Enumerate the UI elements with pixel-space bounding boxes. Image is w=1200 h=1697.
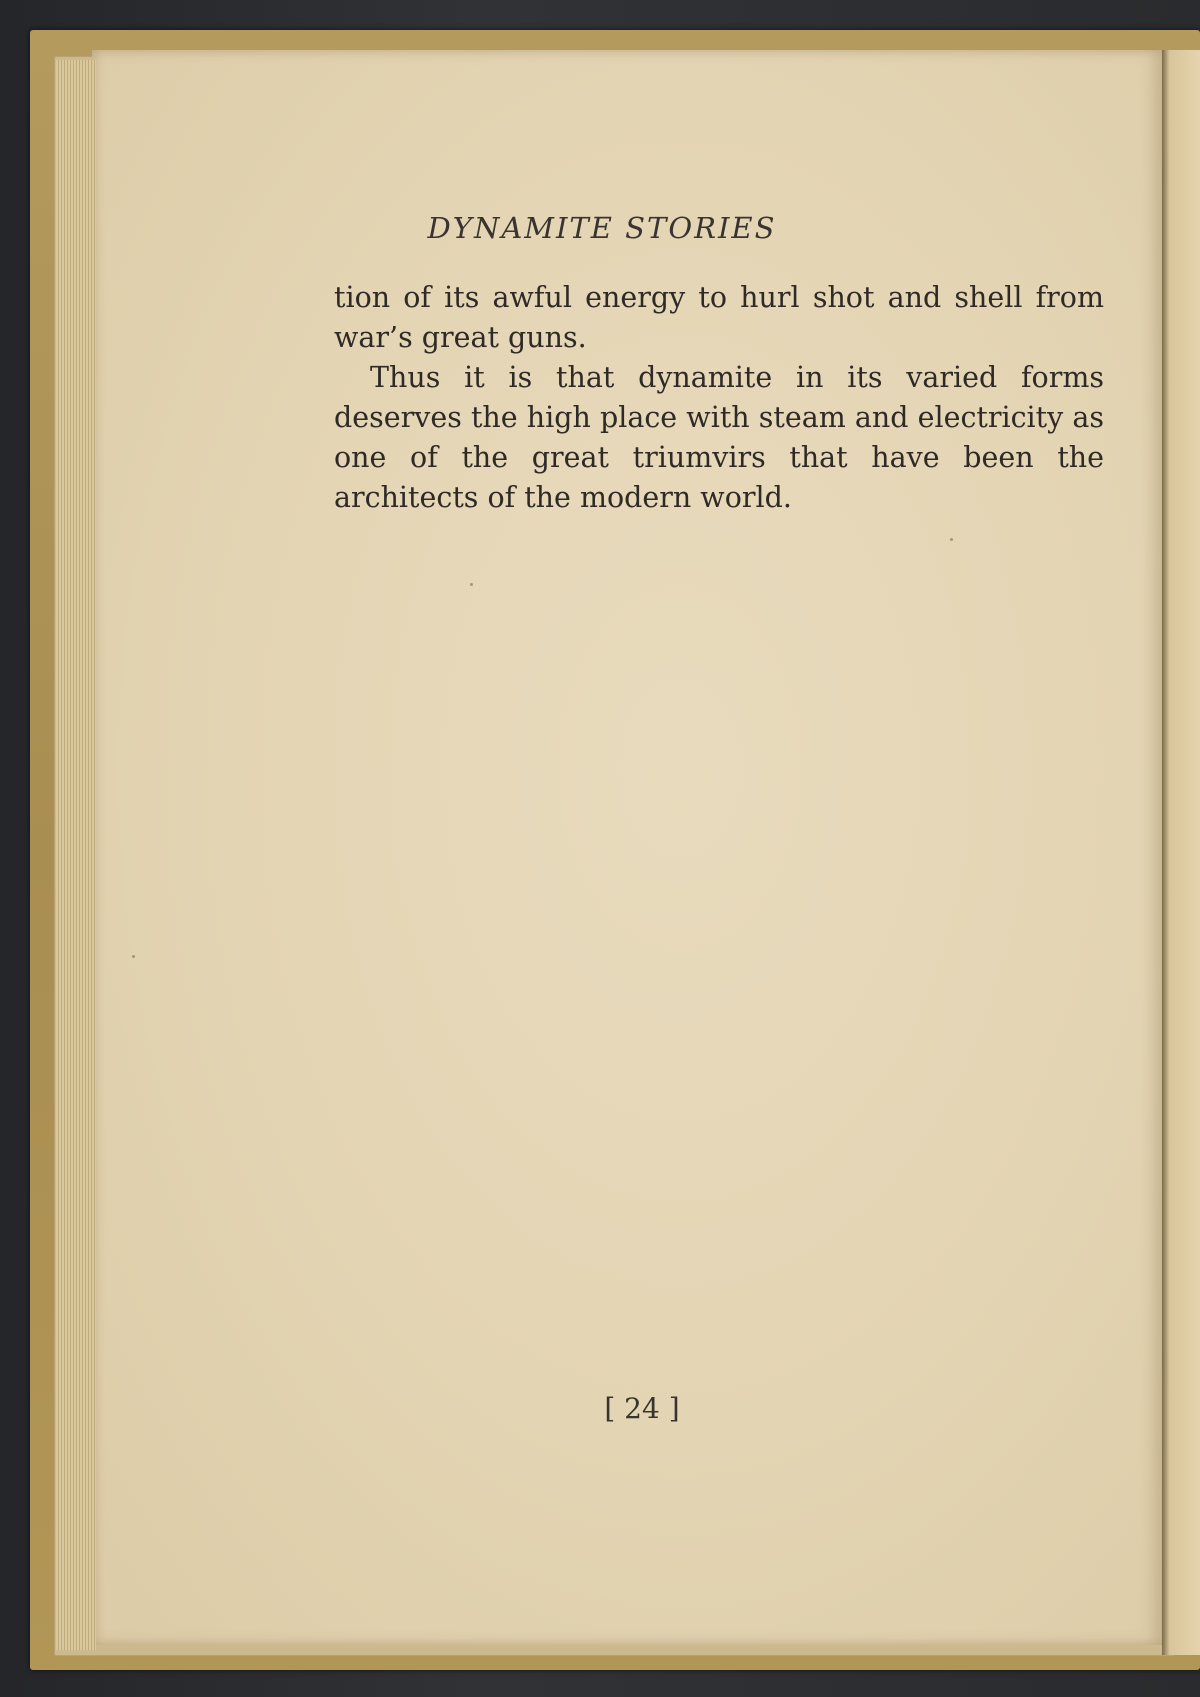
running-head: DYNAMITE STORIES <box>427 211 777 245</box>
paragraph: Thus it is that dynamite in its varied forms deserves the high place with steam and electricity as one of the great triumvirs that have been the architects of the modern world. <box>334 361 1104 514</box>
page-number: [ 24 ] <box>604 1392 680 1425</box>
paper-speck <box>470 583 473 586</box>
facing-page-edge <box>1162 50 1200 1655</box>
page-edges <box>56 60 96 1650</box>
paragraph-continuation: tion of its awful energy to hurl shot and shell from war’s great guns. <box>334 281 1104 354</box>
book-page <box>92 50 1162 1645</box>
paper-speck <box>950 538 953 541</box>
paper-speck <box>132 955 135 958</box>
body-text <box>334 278 1104 518</box>
